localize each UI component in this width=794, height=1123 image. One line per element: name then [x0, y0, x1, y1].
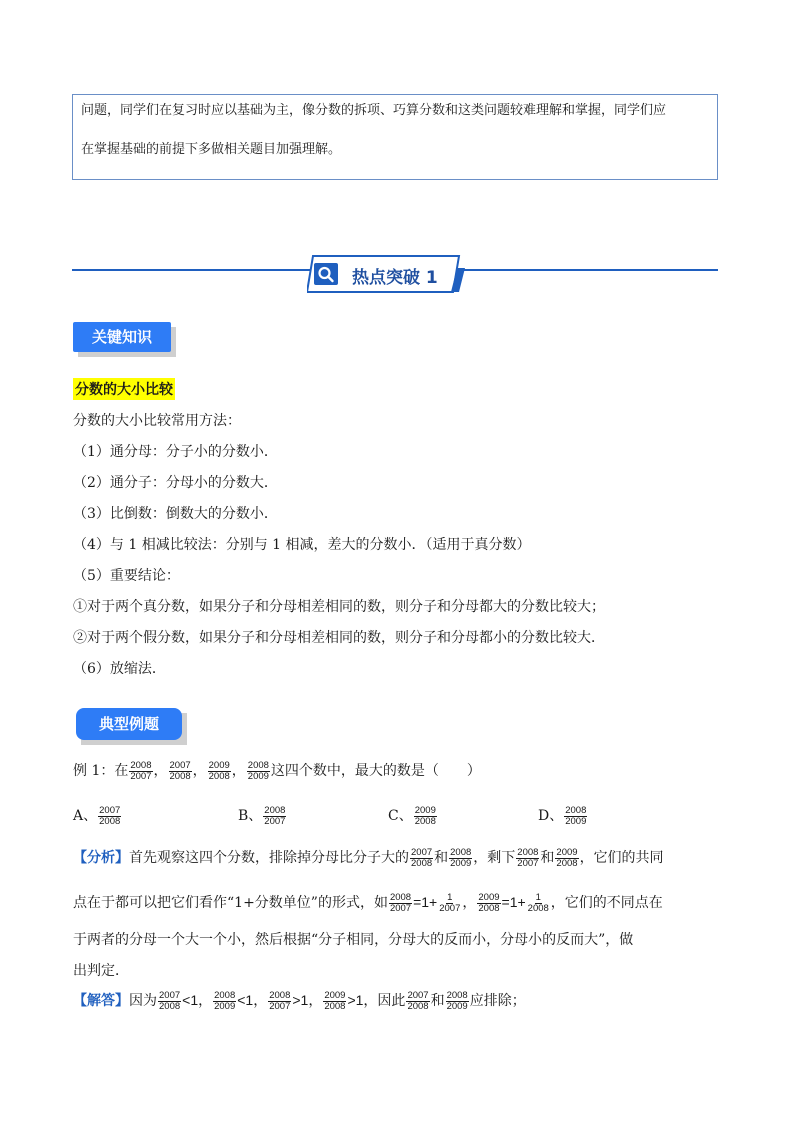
topic-heading: 分数的大小比较: [73, 378, 175, 400]
question-prefix: 例 1：在: [73, 763, 129, 779]
knowledge-line: （3）比倒数：倒数大的分数小．: [73, 506, 278, 522]
key-knowledge-badge: 关键知识: [73, 322, 171, 352]
knowledge-line: ①对于两个真分数，如果分子和分母相差相同的数，则分子和分母都大的分数比较大；: [73, 599, 605, 615]
knowledge-line: （5）重要结论：: [73, 568, 180, 584]
choice-a: A、 $\frac{2007}{2008}$: [73, 804, 121, 827]
choice-d: D、 $\frac{2008}{2009}$: [538, 804, 587, 827]
choice-c: C、 $\frac{2009}{2008}$: [388, 804, 436, 827]
analysis-line-3: 于两者的分母一个大一个小，然后根据“分子相同，分母大的反而小，分母小的反而大”，做: [73, 932, 634, 948]
answer-tag: 【解答】: [73, 993, 129, 1009]
fraction: $\frac{2008}{2009}$: [247, 759, 269, 782]
fraction: $\frac{2009}{2008}$: [208, 759, 230, 782]
intro-line-1: 问题，同学们在复习时应以基础为主，像分数的拆项、巧算分数和这类问题较难理解和掌握，同学们应: [81, 103, 667, 118]
intro-line-2: 在掌握基础的前提下多做相关题目加强理解。: [81, 142, 342, 157]
fraction: $\frac{2008}{2007}$: [130, 759, 152, 782]
analysis-tag: 【分析】: [73, 850, 129, 866]
fraction: $\frac{2007}{2008}$: [169, 759, 191, 782]
knowledge-line: ②对于两个假分数，如果分子和分母相差相同的数，则分子和分母都小的分数比较大．: [73, 630, 605, 646]
choice-b: B、 $\frac{2008}{2007}$: [238, 804, 286, 827]
analysis-line-1: 【分析】首先观察这四个分数，排除掉分母比分子大的 $\frac{2007}{2008}$ 和 $\frac{2008}{2009}$ ，剩下 $\frac{2008}{2007}$ 和 $\frac{2009}{2008}$ ，它们的共同: [73, 846, 664, 869]
section-rule-right: [462, 269, 718, 271]
example-badge: 典型例题: [76, 708, 182, 740]
question-suffix: 这四个数中，最大的数是（ ）: [270, 763, 481, 779]
analysis-line-4: 出判定．: [73, 963, 129, 979]
intro-box: [72, 94, 718, 180]
knowledge-line: （4）与 1 相减比较法：分别与 1 相减，差大的分数小．（适用于真分数）: [73, 537, 531, 553]
question-line: 例 1：在 $\frac{2008}{2007}$ ， $\frac{2007}{2008}$ ， $\frac{2009}{2008}$ ， $\frac{2008}{2009}$ 这四个数中，最大的数是（ ）: [73, 759, 481, 782]
analysis-line-2: 点在于都可以把它们看作“1+分数单位”的形式，如 $\frac{2008}{2007}$ =1+ $\frac{1}{2007}$ ， $\frac{2009}{2008}$ =1+ $\frac{1}{2008}$ ，它们的不同点在: [73, 891, 663, 914]
answer-line: 【解答】因为 $\frac{2007}{2008}$ <1， $\frac{2008}{2009}$ <1， $\frac{2008}{2007}$ >1， $\frac{2009}{2008}$ >1，因此 $\frac{2007}{2008}$ 和 $\frac{2008}{2009}$ 应排除；: [73, 989, 526, 1012]
search-icon: [314, 263, 338, 285]
section-rule-left: [72, 269, 310, 271]
section-title: 热点突破 1: [352, 268, 438, 288]
knowledge-line: 分数的大小比较常用方法：: [73, 413, 241, 429]
knowledge-line: （2）通分子：分母小的分数大．: [73, 475, 278, 491]
knowledge-line: （6）放缩法．: [73, 661, 166, 677]
knowledge-line: （1）通分母：分子小的分数小．: [73, 444, 278, 460]
